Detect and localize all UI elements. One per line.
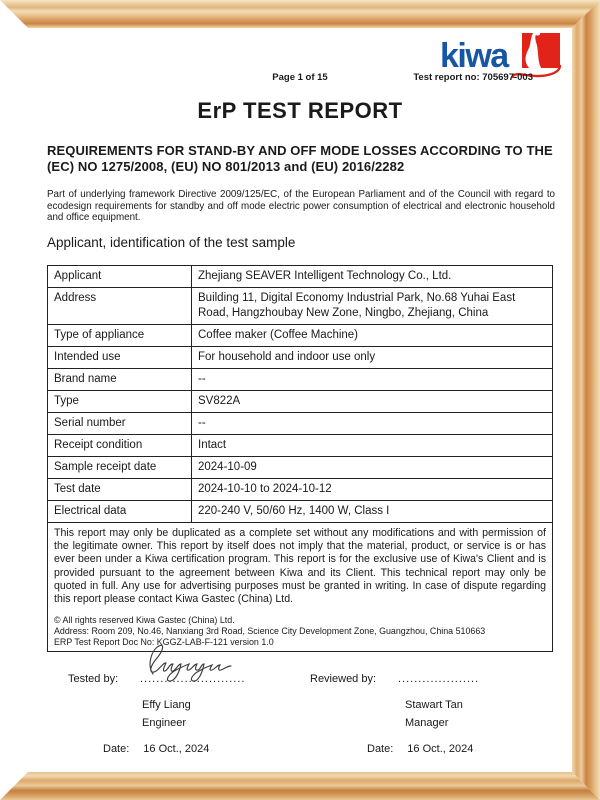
row-value: SV822A [192,391,553,413]
document-title: ErP TEST REPORT [197,98,403,123]
legal-box [47,523,553,652]
row-label: Type [48,391,192,413]
reviewed-by-signature-line [398,673,479,685]
row-label: Intended use [48,347,192,369]
wood-frame-bottom [0,772,600,800]
tested-by-signature-line [140,673,245,685]
report-page [28,28,572,772]
kiwa-logo-graphic [440,30,564,78]
table-row [48,266,553,288]
row-label: Electrical data [48,501,192,523]
row-label: Address [48,288,192,325]
lab-address-line: Address: Room 209, No.46, Nanxiang 3rd Road, Science City Development Zone, Guangzhou, China 510663 [54,626,486,637]
tested-by-row [68,673,298,688]
reviewed-date-row [310,743,540,755]
table-row [48,413,553,435]
row-value: 2024-10-09 [192,457,553,479]
table-row [48,391,553,413]
copyright-block [54,615,546,648]
row-label: Receipt condition [48,435,192,457]
reviewed-by-label: Reviewed by: [310,673,377,685]
row-value: Intact [192,435,553,457]
reviewed-by-role: Manager [405,717,449,729]
dotted-line: .......................... [140,673,246,685]
table-row [48,501,553,523]
row-value: For household and indoor use only [192,347,553,369]
row-label: Serial number [48,413,192,435]
requirements-heading: REQUIREMENTS FOR STAND-BY AND OFF MODE LOSSES ACCORDING TO THE (EC) NO 1275/2008, (EU) NO 801/2013 and (EU) 2016/2282 [47,143,553,174]
wood-frame-right [572,0,600,800]
handwritten-signature [138,640,234,682]
page-number: Page 1 of 15 [272,72,328,83]
table-row [48,325,553,347]
row-value: -- [192,413,553,435]
date-label: Date: [103,743,130,755]
row-value: 220-240 V, 50/60 Hz, 1400 W, Class I [192,501,553,523]
kiwa-logo-text: kiwa [440,37,508,75]
table-row [48,435,553,457]
row-value: -- [192,369,553,391]
row-label: Sample receipt date [48,457,192,479]
row-label: Test date [48,479,192,501]
tested-by-role: Engineer [142,717,187,729]
table-row [48,457,553,479]
row-label: Type of appliance [48,325,192,347]
disclaimer-text: This report may only be duplicated as a complete set without any modifications and with permission of the legitimate owner. This report by itself does not imply that the material, product, or service is or has ever been under a Kiwa certification program. This report is for the exclusive use of Kiwa's Client and is provided pursuant to the agreement between Kiwa and its Client. This technical report may only be quoted in full. Any use for advertising purposes must be granted in writing. In case of dispute regarding this report please contact Kiwa Gastec (China) Ltd. [54,527,546,606]
tested-by-block [68,673,298,755]
row-value: 2024-10-10 to 2024-10-12 [192,479,553,501]
reviewed-by-row [310,673,540,688]
copyright-line: © All rights reserved Kiwa Gastec (China) Ltd. [54,615,235,626]
row-label: Applicant [48,266,192,288]
doc-number-line: ERP Test Report Doc No: KGGZ-LAB-F-121 version 1.0 [54,637,274,648]
sample-info-box [47,265,553,652]
tested-date: 16 Oct., 2024 [143,743,210,755]
wood-frame-top [0,0,600,28]
wood-frame-left [0,0,28,800]
row-value: Building 11, Digital Economy Industrial Park, No.68 Yuhai East Road, Hangzhoubay New Zone, Ningbo, Zhejiang, China [192,288,553,325]
tested-by-name: Effy Liang [142,699,191,711]
tested-by-label: Tested by: [68,673,119,685]
table-row [48,347,553,369]
table-row [48,369,553,391]
tested-date-row [68,743,298,755]
section-heading: Applicant, identification of the test sample [47,235,296,250]
row-value: Coffee maker (Coffee Machine) [192,325,553,347]
kiwa-logo [440,30,564,78]
row-value: Zhejiang SEAVER Intelligent Technology Co., Ltd. [192,266,553,288]
table-row [48,479,553,501]
dotted-line: .................... [398,673,480,685]
sample-info-table [47,265,553,523]
header-line [28,72,572,86]
framework-paragraph: Part of underlying framework Directive 2009/125/EC, of the European Parliament and of the Council with regard to ecodesign requirements for standby and off mode electric power consumption of electrical and electronic household and office equipment. [47,189,555,224]
table-row [48,288,553,325]
reviewed-date: 16 Oct., 2024 [407,743,474,755]
test-report-number: Test report no: 705697-003 [413,72,533,83]
reviewed-by-block [310,673,540,755]
row-label: Brand name [48,369,192,391]
reviewed-by-name: Stawart Tan [405,699,463,711]
date-label: Date: [367,743,394,755]
